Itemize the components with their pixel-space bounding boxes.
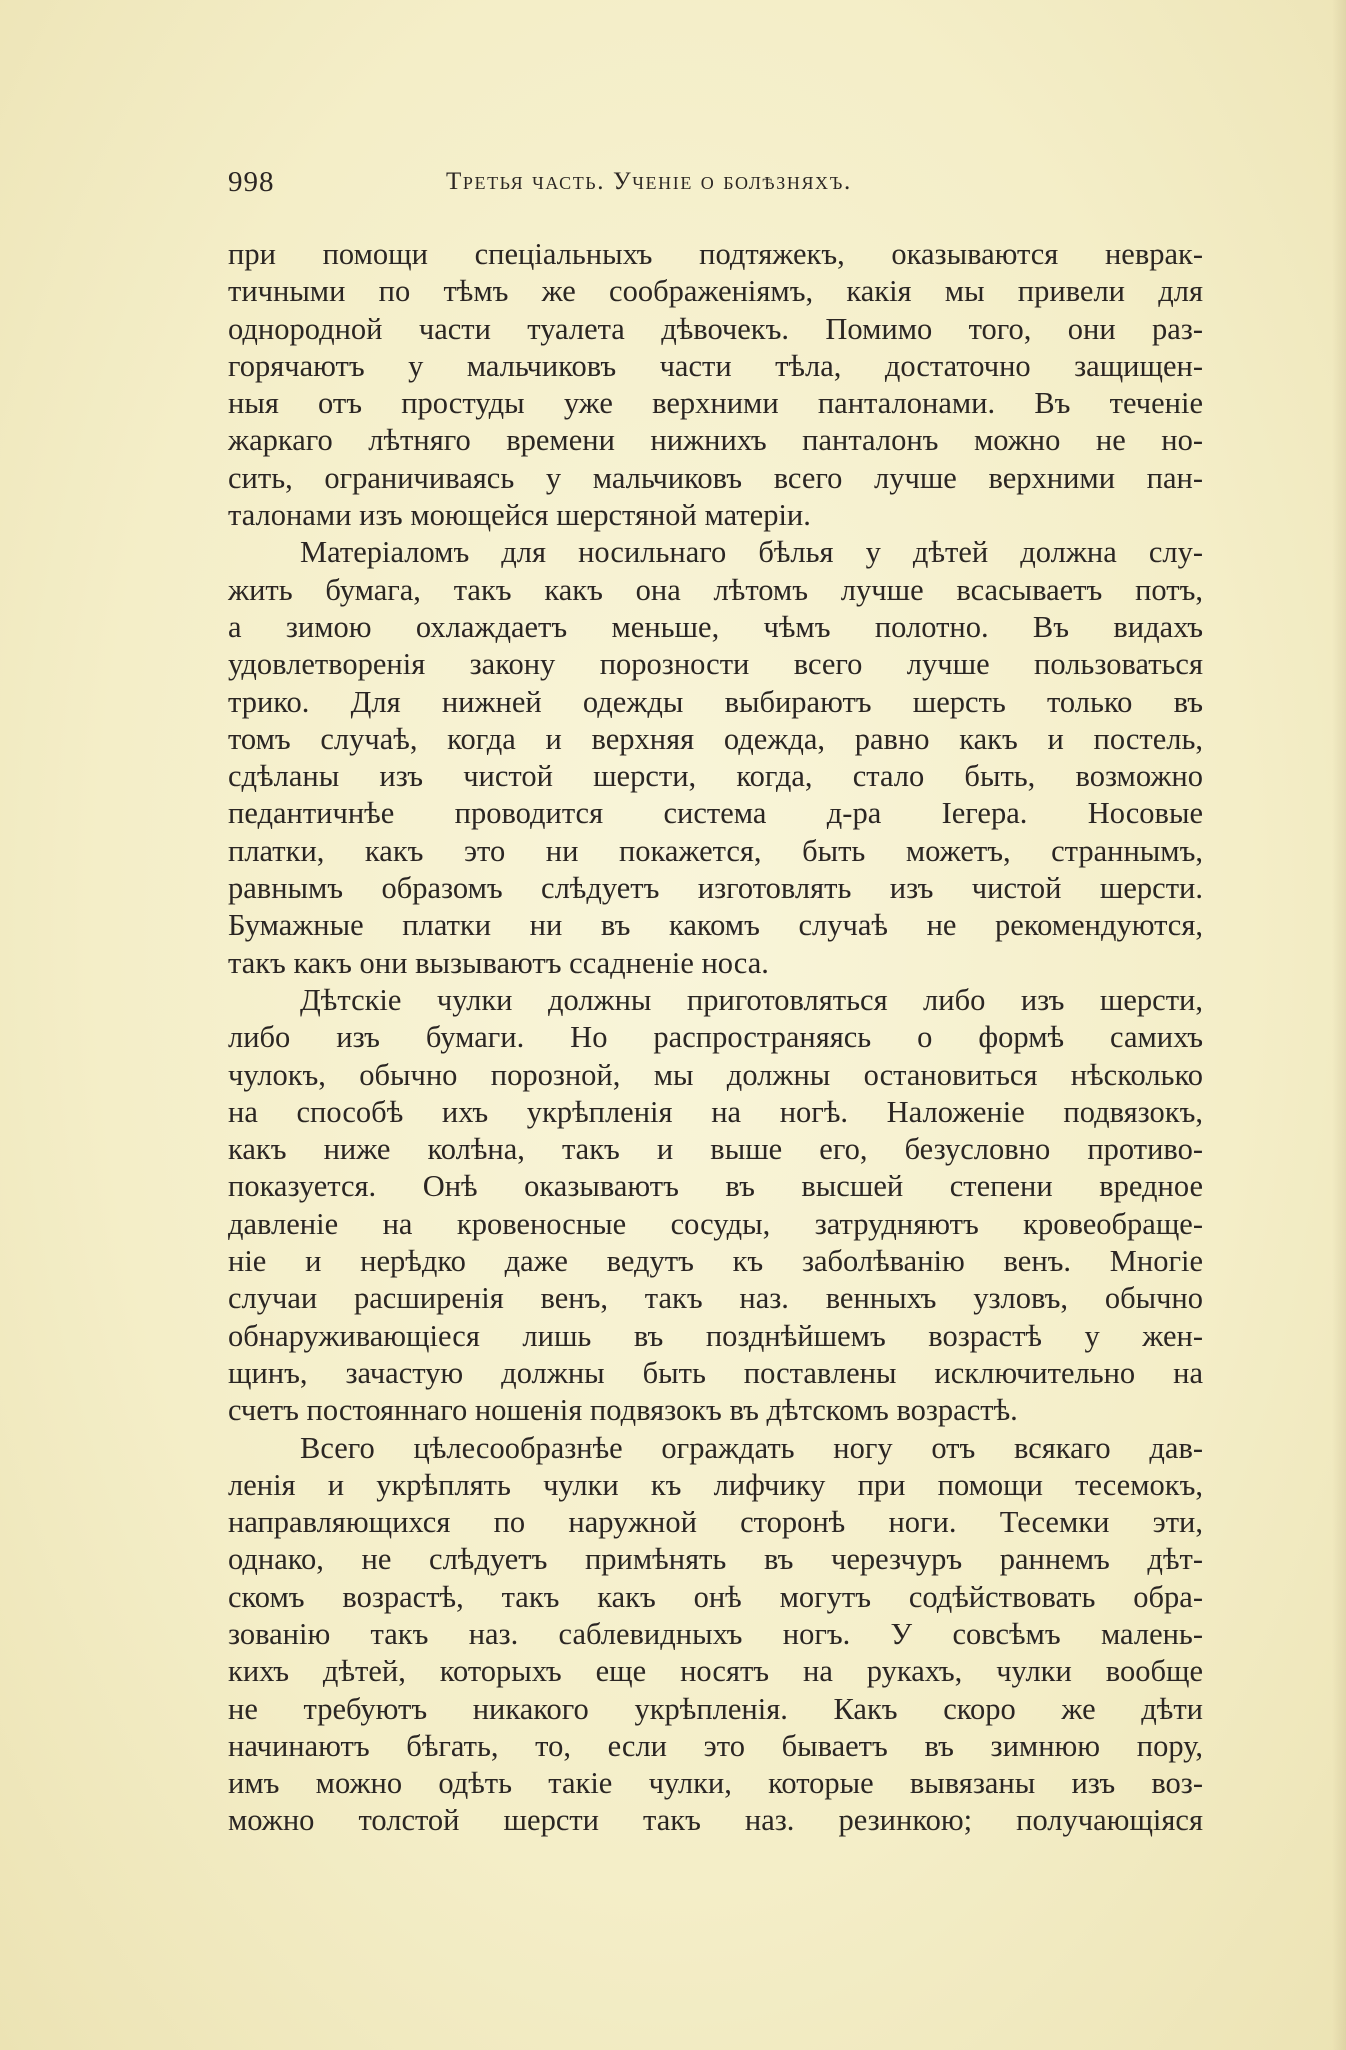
text-line: счетъ постояннаго ношенія подвязокъ въ дѣтскомъ возрастѣ. [228,1393,1018,1428]
text-line: жить бумага, такъ какъ она лѣтомъ лучше всасываетъ потъ, [228,572,1203,607]
page-edge-shadow [1332,0,1346,2050]
text-line: случаи расширенія венъ, такъ наз. венныхъ узловъ, обычно [228,1281,1203,1316]
text-line: при помощи спеціальныхъ подтяжекъ, оказываются неврак- [228,237,1203,271]
text-line: платки, какъ это ни покажется, быть можетъ, страннымъ, [228,833,1203,868]
text-line: а зимою охлаждаетъ меньше, чѣмъ полотно. Въ видахъ [228,609,1203,644]
text-line: сдѣланы изъ чистой шерсти, когда, стало быть, возможно [228,759,1203,794]
text-line: равнымъ образомъ слѣдуетъ изготовлять изъ чистой шерсти. [228,871,1203,906]
text-line: какъ ниже колѣна, такъ и выше его, безусловно противо- [228,1132,1203,1167]
text-line: скомъ возрастѣ, такъ какъ онѣ могутъ содѣйствовать обра- [228,1579,1203,1614]
text-line: кихъ дѣтей, которыхъ еще носятъ на рукахъ, чулки вообще [228,1654,1203,1689]
text-line: удовлетворенія закону порозности всего лучше пользоваться [228,647,1203,682]
text-line: либо изъ бумаги. Но распространяясь о формѣ самихъ [228,1020,1203,1055]
text-line: начинаютъ бѣгать, то, если это бываетъ въ зимнюю пору, [228,1728,1203,1763]
text-line: щинъ, зачастую должны быть поставлены исключительно на [228,1355,1203,1390]
body-text [228,236,1203,1840]
text-line: имъ можно одѣть такіе чулки, которые вывязаны изъ воз- [228,1766,1203,1801]
text-line: жаркаго лѣтняго времени нижнихъ панталонъ можно не но- [228,423,1203,458]
text-line: однородной части туалета дѣвочекъ. Помимо того, они раз- [228,311,1203,346]
text-line: зованію такъ наз. саблевидныхъ ногъ. У совсѣмъ малень- [228,1616,1203,1651]
text-line: Дѣтскіе чулки должны приготовляться либо изъ шерсти, [300,982,1203,1017]
text-line: не требуютъ никакого укрѣпленія. Какъ скоро же дѣти [228,1691,1203,1726]
running-head [228,166,1128,206]
text-line: ніе и нерѣдко даже ведутъ къ заболѣванію венъ. Многіе [228,1244,1203,1279]
text-line: талонами изъ моющейся шерстяной матеріи. [228,498,811,533]
text-line: томъ случаѣ, когда и верхняя одежда, равно какъ и постель, [228,721,1203,756]
text-line: на способѣ ихъ укрѣпленія на ногѣ. Наложеніе подвязокъ, [228,1094,1203,1129]
text-line: направляющихся по наружной сторонѣ ноги. Тесемки эти, [228,1505,1203,1540]
text-line: педантичнѣе проводится система д-ра Iегера. Носовые [228,796,1203,831]
text-line: тичными по тѣмъ же соображеніямъ, какія мы привели для [228,274,1203,309]
text-line: Всего цѣлесообразнѣе ограждать ногу отъ всякаго дав- [300,1430,1203,1465]
text-line: сить, ограничиваясь у мальчиковъ всего лучше верхними пан- [228,460,1203,495]
text-line: чулокъ, обычно порозной, мы должны остановиться нѣсколько [228,1057,1203,1092]
page-number: 998 [228,166,275,198]
running-title: Третья часть. Ученіе о болѣзняхъ. [446,168,852,195]
text-line: можно толстой шерсти такъ наз. резинкою; получающіяся [228,1803,1203,1838]
text-line: такъ какъ они вызываютъ ссадненіе носа. [228,945,769,980]
text-line: ленія и укрѣплять чулки къ лифчику при помощи тесемокъ, [228,1467,1203,1502]
text-line: показуется. Онѣ оказываютъ въ высшей степени вредное [228,1169,1203,1204]
text-line: Матеріаломъ для носильнаго бѣлья у дѣтей должна слу- [300,535,1203,570]
text-line: давленіе на кровеносные сосуды, затрудняютъ кровеобраще- [228,1206,1203,1241]
text-line: ныя отъ простуды уже верхними панталонами. Въ теченіе [228,386,1203,421]
text-line: трико. Для нижней одежды выбираютъ шерсть только въ [228,684,1203,719]
text-line: обнаруживающіеся лишь въ позднѣйшемъ возрастѣ у жен- [228,1318,1203,1353]
text-line: Бумажные платки ни въ какомъ случаѣ не рекомендуются, [228,908,1203,943]
text-line: однако, не слѣдуетъ примѣнять въ черезчуръ раннемъ дѣт- [228,1542,1203,1577]
text-line: горячаютъ у мальчиковъ части тѣла, достаточно защищен- [228,348,1203,383]
